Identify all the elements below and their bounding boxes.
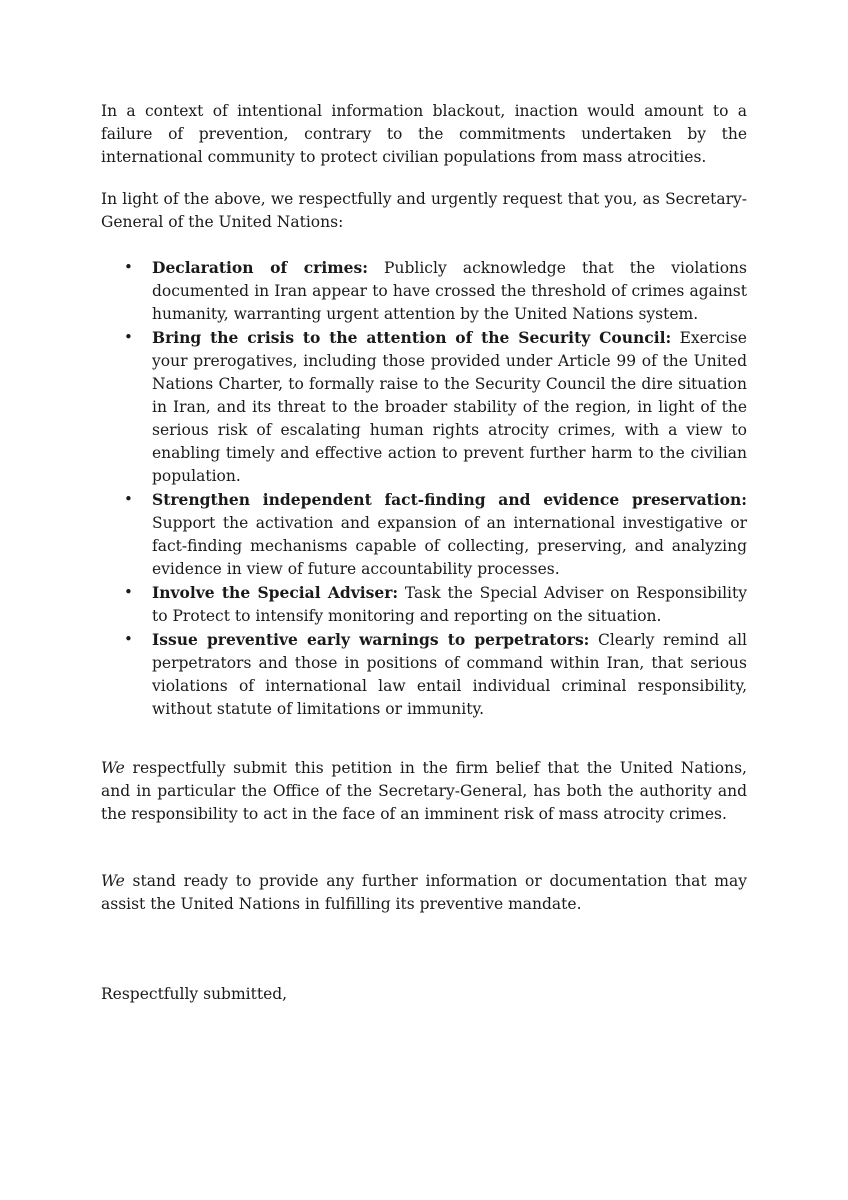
paragraph-information-blackout: In a context of intentional information blackout, inaction would amount to a failure of prevention, contrary to the commitments undertaken by the international community to protect civilian populations from mass atrocities. <box>101 102 747 166</box>
request-title: Strengthen independent fact-finding and evidence preservation: <box>152 490 747 509</box>
paragraph-text: stand ready to provide any further information or documentation that may assist the United Nations in fulfilling its preventive mandate. <box>101 872 747 913</box>
paragraph-ready-to-assist <box>101 870 747 916</box>
request-text: Task the Special Adviser on Responsibility to Protect to intensify monitoring and reporting on the situation. <box>152 584 747 625</box>
request-text: Publicly acknowledge that the violations documented in Iran appear to have crossed the threshold of crimes against humanity, warranting urgent attention by the United Nations system. <box>152 259 747 323</box>
request-list <box>101 256 747 721</box>
list-item <box>101 326 747 488</box>
list-item <box>101 256 747 326</box>
request-text: Exercise your prerogatives, including those provided under Article 99 of the United Nations Charter, to formally raise to the Security Council the dire situation in Iran, and its threat to the broader stability of the region, in light of the serious risk of escalating human rights atrocity crimes, with a view to enabling timely and effective action to prevent further harm to the civilian population. <box>152 329 747 485</box>
emphasis-we: We <box>101 759 125 777</box>
paragraph-request-intro: In light of the above, we respectfully and urgently request that you, as Secretary-General of the United Nations: <box>101 190 747 231</box>
request-title: Involve the Special Adviser: <box>152 583 399 602</box>
list-item <box>101 628 747 721</box>
closing-line: Respectfully submitted, <box>101 985 288 1003</box>
request-title: Bring the crisis to the attention of the Security Council: <box>152 328 672 347</box>
request-title: Issue preventive early warnings to perpetrators: <box>152 630 590 649</box>
bullet-icon: • <box>124 258 133 276</box>
bullet-icon: • <box>124 630 133 648</box>
list-item <box>101 488 747 581</box>
bullet-icon: • <box>124 328 133 346</box>
paragraph-petition-submission <box>101 757 747 826</box>
request-text: Clearly remind all perpetrators and those in positions of command within Iran, that serious violations of international law entail individual criminal responsibility, without statute of limitations or immunity. <box>152 631 748 718</box>
emphasis-we: We <box>101 872 125 890</box>
request-title: Declaration of crimes: <box>152 258 368 277</box>
request-text: Support the activation and expansion of an international investigative or fact-finding mechanisms capable of collecting, preserving, and analyzing evidence in view of future accountability processes. <box>152 514 747 578</box>
paragraph-text: respectfully submit this petition in the firm belief that the United Nations, and in particular the Office of the Secretary-General, has both the authority and the responsibility to act in the face of an imminent risk of mass atrocity crimes. <box>101 759 747 823</box>
list-item <box>101 581 747 628</box>
bullet-icon: • <box>124 583 133 601</box>
bullet-icon: • <box>124 490 133 508</box>
